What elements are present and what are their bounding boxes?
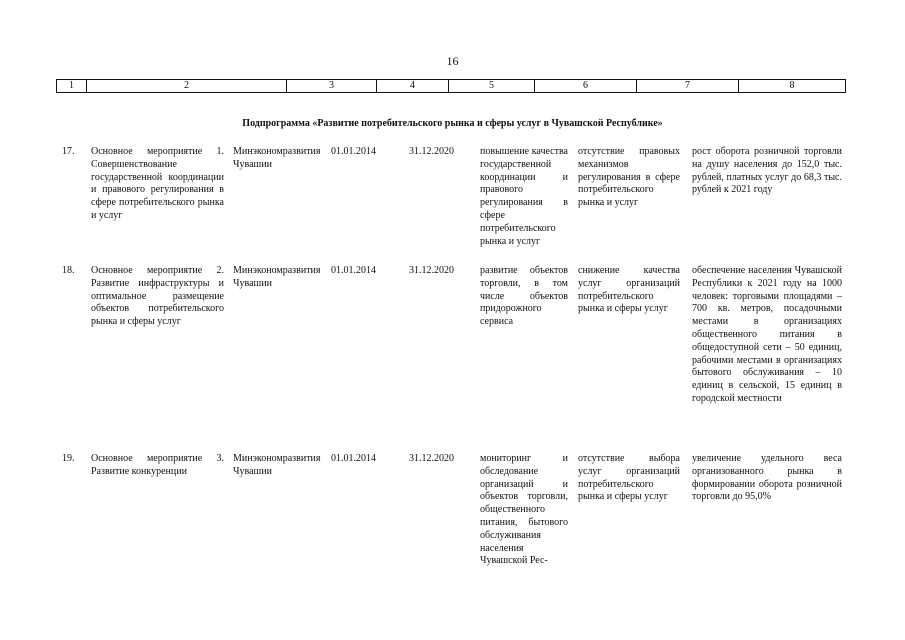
result-cell: мониторинг и обследование организаций и объектов торговли, общественного питания, бытового обслуживания населения Чувашской Рес- <box>480 453 568 567</box>
measure-cell: Основное мероприятие 2. Развитие инфраструктуры и оптимальное размещение объектов потребительского рынка и сферы услуг <box>91 265 224 328</box>
executor-cell: Минэкономразвития Чувашии <box>233 146 321 170</box>
indicator-cell: увеличение удельного веса организованного рынка в формировании оборота розничной торговли до 95,0% <box>692 453 842 503</box>
result-cell: повышение качества государственной координации и правового регулирования в сфере потребительского рынка и услуг <box>480 146 568 247</box>
subprogram-title: Подпрограмма «Развитие потребительского рынка и сферы услуг в Чувашской Республике» <box>242 118 663 129</box>
executor-cell: Минэкономразвития Чувашии <box>233 453 321 477</box>
column-header: 8 <box>738 80 846 92</box>
risk-cell: отсутствие правовых механизмов регулирования в сфере потребительского рынка и услуг <box>578 146 680 209</box>
risk-cell: отсутствие выбора услуг организаций потребительского рынка и сферы услуг <box>578 453 680 503</box>
row-number: 18. <box>62 265 75 276</box>
column-header: 6 <box>534 80 636 92</box>
measure-cell: Основное мероприятие 3. Развитие конкуренции <box>91 453 224 477</box>
indicator-cell: рост оборота розничной торговли на душу населения до 152,0 тыс. рублей, платных услуг до 68,3 тыс. рублей к 2021 году <box>692 146 842 196</box>
column-header: 1 <box>56 80 86 92</box>
column-header: 4 <box>376 80 448 92</box>
table-header-row <box>56 79 846 93</box>
column-header: 7 <box>636 80 738 92</box>
measure-cell: Основное мероприятие 1. Совершенствование государственной координации и правового регулирования в сфере потребительского рынка и услуг <box>91 146 224 221</box>
end-date-cell: 31.12.2020 <box>409 146 454 157</box>
end-date-cell: 31.12.2020 <box>409 265 454 276</box>
indicator-cell: обеспечение населения Чувашской Республики к 2021 году на 1000 человек: торговыми площадями – 700 кв. метров, посадочными местами в организациях общественного питания в общедоступной сети – 50 единиц, рабочими местами в организациях бытового обслуживания – 10 единиц в сельской, 15 единиц в городской местности <box>692 265 842 404</box>
end-date-cell: 31.12.2020 <box>409 453 454 464</box>
row-number: 19. <box>62 453 75 464</box>
start-date-cell: 01.01.2014 <box>331 146 376 157</box>
start-date-cell: 01.01.2014 <box>331 265 376 276</box>
start-date-cell: 01.01.2014 <box>331 453 376 464</box>
executor-cell: Минэкономразвития Чувашии <box>233 265 321 289</box>
column-header: 3 <box>286 80 376 92</box>
row-number: 17. <box>62 146 75 157</box>
column-header: 2 <box>86 80 286 92</box>
risk-cell: снижение качества услуг организаций потребительского рынка и сферы услуг <box>578 265 680 315</box>
column-header: 5 <box>448 80 534 92</box>
page-number: 16 <box>446 54 459 68</box>
result-cell: развитие объектов торговли, в том числе объектов придорожного сервиса <box>480 265 568 328</box>
